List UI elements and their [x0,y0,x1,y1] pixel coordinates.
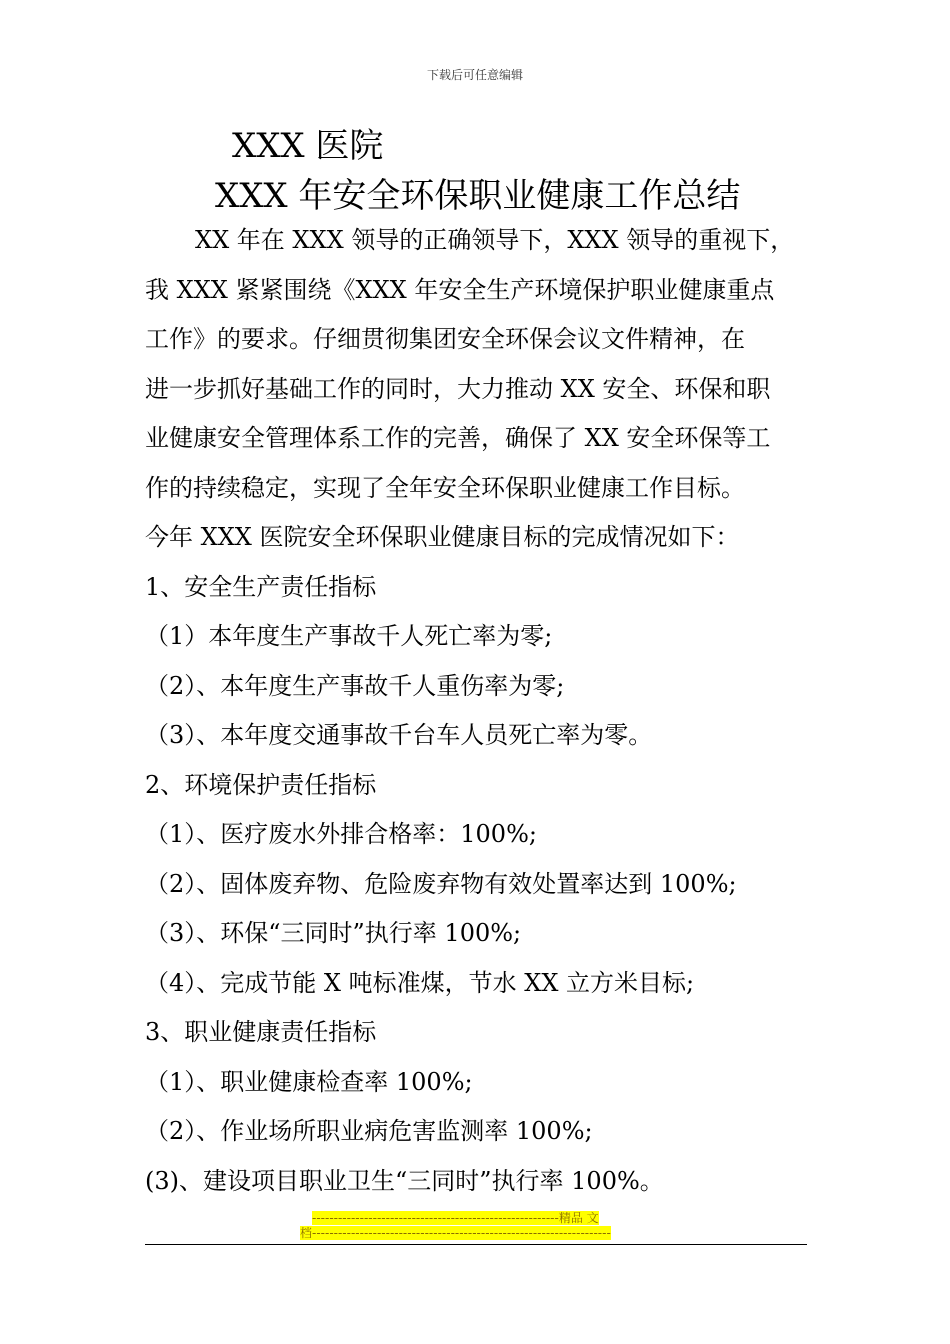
footer-divider [145,1244,807,1245]
header-note: 下载后可任意编辑 [426,68,523,82]
paragraph-line: 今年 XXX 医院安全环保职业健康目标的完成情况如下： [145,523,740,551]
list-item: （1）、职业健康检查率 100%; [145,1067,473,1096]
section-heading: 2、环境保护责任指标 [145,770,377,799]
list-item: （2）、固体废弃物、危险废弃物有效处置率达到 100%; [145,869,737,898]
watermark-line: 档--------------------------------------------------------------------- [300,1226,611,1240]
list-item: （4）、完成节能 X 吨标准煤，节水 XX 立方米目标; [145,968,695,997]
document-title-org: XXX 医院 [232,126,384,166]
watermark-footer [300,1211,650,1241]
section-heading: 1、安全生产责任指标 [145,572,377,601]
section-heading: 3、职业健康责任指标 [145,1018,377,1046]
list-item: （1）、医疗废水外排合格率：100%; [145,820,537,848]
document-title: XXX 年安全环保职业健康工作总结 [215,176,741,216]
paragraph-line: 我 XXX 紧紧围绕《XXX 年安全生产环境保护职业健康重点 [145,275,775,304]
paragraph-line: 业健康安全管理体系工作的完善，确保了 XX 安全环保等工 [145,424,771,452]
list-item: (3)、建设项目职业卫生“三同时”执行率 100%。 [145,1166,664,1195]
list-item: （3）、本年度交通事故千台车人员死亡率为零。 [145,721,653,749]
paragraph-line: XX 年在 XXX 领导的正确领导下，XXX 领导的重视下， [195,226,795,254]
paragraph-line: 作的持续稳定，实现了全年安全环保职业健康工作目标。 [145,473,745,502]
paragraph-line: 工作》的要求。仔细贯彻集团安全环保会议文件精神，在 [145,325,745,353]
list-item: （2）、作业场所职业病危害监测率 100%; [145,1117,593,1145]
paragraph-line: 进一步抓好基础工作的同时，大力推动 XX 安全、环保和职 [145,374,771,403]
list-item: （2）、本年度生产事故千人重伤率为零; [145,671,565,700]
list-item: （1）本年度生产事故千人死亡率为零; [145,622,553,650]
document-body [145,216,810,1206]
watermark-line: ---------------------------------------------------------精品 文 [312,1211,599,1225]
list-item: （3）、环保“三同时”执行率 100%; [145,919,522,947]
